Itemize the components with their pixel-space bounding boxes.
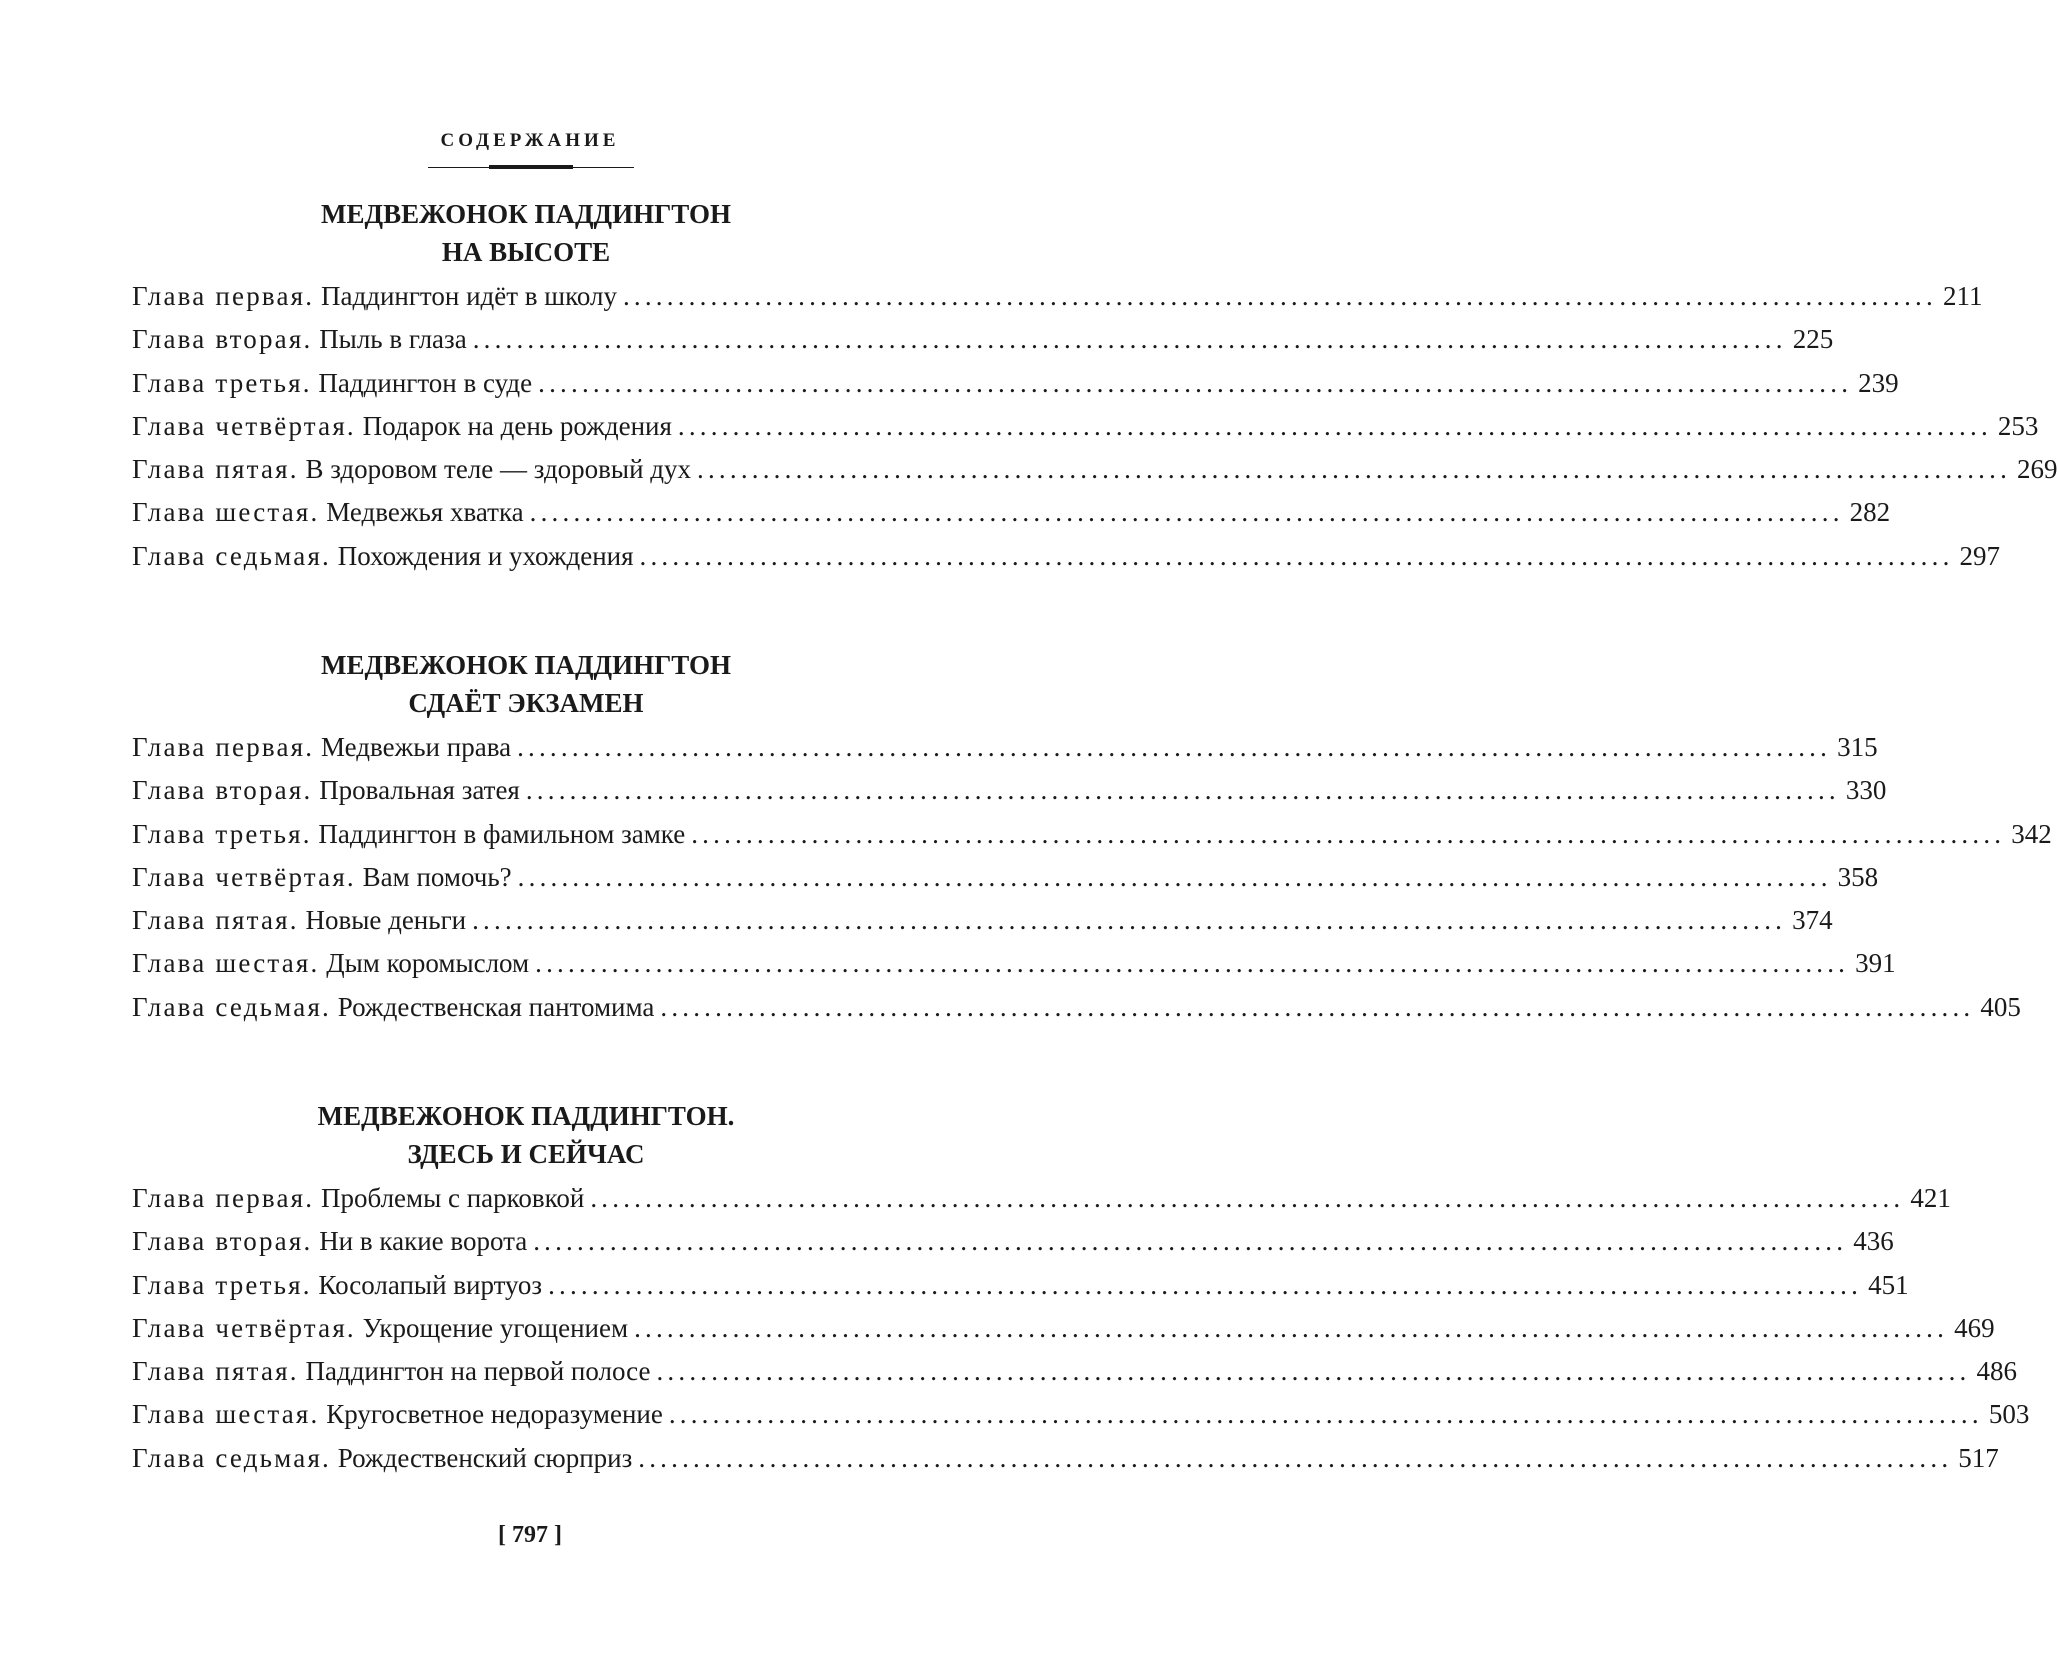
chapter-label: Глава четвёртая. bbox=[132, 410, 356, 441]
chapter-title: Дым коромыслом bbox=[326, 948, 530, 979]
label-title-gap bbox=[331, 1443, 338, 1474]
chapter-title: Паддингтон в суде bbox=[318, 367, 533, 398]
chapter-page-number: 211 bbox=[1942, 281, 1983, 311]
dot-leader: ........................................................................................................................ bbox=[697, 454, 2012, 485]
label-title-gap bbox=[314, 732, 321, 763]
chapter-label: Глава вторая. bbox=[132, 1226, 313, 1257]
chapter-title: Провальная затея bbox=[319, 775, 520, 806]
chapter-page-number: 239 bbox=[1858, 367, 1899, 398]
dot-leader: ........................................................................................................................ bbox=[517, 861, 1832, 892]
chapter-label: Глава седьмая. bbox=[132, 540, 332, 571]
chapter-label: Глава пятая. bbox=[132, 1356, 299, 1387]
chapter-label: Глава первая. bbox=[132, 281, 315, 311]
running-head: СОДЕРЖАНИЕ bbox=[440, 130, 620, 151]
chapter-title: Паддингтон на первой полосе bbox=[305, 1356, 651, 1387]
page-number: [ 797 ] bbox=[498, 1522, 562, 1548]
toc-entry bbox=[132, 818, 2052, 862]
label-title-gap bbox=[312, 368, 319, 399]
label-title-gap bbox=[299, 1356, 306, 1387]
chapter-title: Рождественская пантомима bbox=[337, 991, 655, 1022]
label-title-gap bbox=[356, 1313, 363, 1344]
label-title-gap bbox=[356, 411, 363, 442]
dot-leader: ........................................................................................................................ bbox=[538, 367, 1853, 398]
chapter-page-number: 330 bbox=[1845, 775, 1887, 806]
dot-leader: ........................................................................................................................ bbox=[472, 324, 1787, 355]
label-title-gap bbox=[331, 992, 338, 1023]
toc-entry bbox=[132, 410, 2039, 454]
dot-leader: ........................................................................................................................ bbox=[525, 775, 1840, 806]
label-title-gap bbox=[299, 905, 306, 936]
chapter-page-number: 358 bbox=[1837, 861, 1879, 892]
chapter-title: Медвежья хватка bbox=[326, 497, 524, 528]
chapter-title: Проблемы с парковкой bbox=[321, 1183, 585, 1213]
label-title-gap bbox=[331, 541, 338, 572]
chapter-title: Новые деньги bbox=[305, 905, 467, 936]
book-title-line-1: МЕДВЕЖОНОК ПАДДИНГТОН. bbox=[317, 1101, 735, 1131]
chapter-page-number: 297 bbox=[1959, 540, 2001, 571]
label-title-gap bbox=[319, 1399, 326, 1430]
book-title-line-1: МЕДВЕЖОНОК ПАДДИНГТОН bbox=[321, 199, 731, 229]
toc-entry bbox=[132, 1269, 1909, 1313]
chapter-title: В здоровом теле — здоровый дух bbox=[305, 454, 692, 485]
book-title bbox=[126, 1097, 926, 1173]
chapter-title: Рождественский сюрприз bbox=[337, 1442, 633, 1473]
toc-entry bbox=[132, 454, 2058, 497]
chapter-label: Глава четвёртая. bbox=[132, 861, 356, 892]
chapter-label: Глава вторая. bbox=[132, 775, 313, 806]
dot-leader: ........................................................................................................................ bbox=[590, 1183, 1905, 1213]
toc-entry bbox=[132, 367, 1899, 411]
chapter-page-number: 315 bbox=[1837, 732, 1878, 762]
chapter-label: Глава шестая. bbox=[132, 1399, 320, 1430]
toc-entry bbox=[132, 861, 1879, 905]
chapter-page-number: 486 bbox=[1976, 1356, 2017, 1387]
chapter-title: Паддингтон идёт в школу bbox=[321, 281, 617, 311]
chapter-label: Глава седьмая. bbox=[132, 1442, 332, 1473]
dot-leader: ........................................................................................................................ bbox=[529, 497, 1844, 528]
book-section-3 bbox=[132, 1097, 2030, 1486]
chapter-page-number: 436 bbox=[1853, 1226, 1894, 1257]
chapter-title: Кругосветное недоразумение bbox=[326, 1399, 663, 1430]
chapter-title: Вам помочь? bbox=[362, 861, 512, 892]
toc-entry bbox=[132, 1183, 1951, 1226]
book-title-line-2: НА ВЫСОТЕ bbox=[441, 237, 611, 267]
chapter-page-number: 421 bbox=[1910, 1183, 1951, 1213]
chapter-list bbox=[132, 281, 2058, 584]
chapter-label: Глава третья. bbox=[132, 1269, 312, 1300]
book-title bbox=[126, 646, 926, 722]
dot-leader: ........................................................................................................................ bbox=[660, 991, 1975, 1022]
chapter-label: Глава шестая. bbox=[132, 497, 320, 528]
toc-entry bbox=[132, 1399, 2030, 1442]
toc-entry bbox=[132, 1442, 1999, 1486]
chapter-page-number: 342 bbox=[2011, 818, 2052, 849]
chapter-label: Глава первая. bbox=[132, 732, 315, 762]
chapter-page-number: 391 bbox=[1855, 948, 1896, 979]
chapter-title: Паддингтон в фамильном замке bbox=[318, 818, 686, 849]
label-title-gap bbox=[312, 775, 319, 806]
book-section-2 bbox=[132, 646, 2052, 1035]
chapter-label: Глава четвёртая. bbox=[132, 1312, 356, 1343]
book-title bbox=[126, 195, 926, 271]
book-title-line-2: ЗДЕСЬ И СЕЙЧАС bbox=[407, 1139, 645, 1169]
chapter-page-number: 253 bbox=[1997, 410, 2039, 441]
book-title-line-1: МЕДВЕЖОНОК ПАДДИНГТОН bbox=[321, 650, 731, 680]
chapter-page-number: 503 bbox=[1988, 1399, 2030, 1430]
chapter-title: Пыль в глаза bbox=[319, 324, 467, 355]
label-title-gap bbox=[314, 1183, 321, 1214]
book-section-1 bbox=[132, 195, 2058, 584]
chapter-label: Глава пятая. bbox=[132, 454, 299, 485]
chapter-page-number: 469 bbox=[1954, 1312, 1995, 1343]
chapter-page-number: 517 bbox=[1958, 1442, 1999, 1473]
dot-leader: ........................................................................................................................ bbox=[691, 818, 2006, 849]
toc-entry bbox=[132, 540, 2001, 584]
dot-leader: ........................................................................................................................ bbox=[677, 410, 1992, 441]
chapter-label: Глава первая. bbox=[132, 1183, 315, 1213]
chapter-page-number: 269 bbox=[2017, 454, 2058, 485]
toc-entry bbox=[132, 1226, 1894, 1269]
dot-leader: ........................................................................................................................ bbox=[622, 281, 1937, 311]
dot-leader: ........................................................................................................................ bbox=[472, 905, 1787, 936]
dot-leader: ........................................................................................................................ bbox=[638, 1442, 1953, 1473]
dot-leader: ........................................................................................................................ bbox=[656, 1356, 1971, 1387]
toc-entry bbox=[132, 732, 1878, 775]
chapter-page-number: 451 bbox=[1868, 1269, 1909, 1300]
label-title-gap bbox=[299, 454, 306, 485]
toc-entry bbox=[132, 324, 1834, 367]
chapter-title: Подарок на день рождения bbox=[362, 410, 672, 441]
chapter-label: Глава третья. bbox=[132, 818, 312, 849]
book-title-line-2: СДАЁТ ЭКЗАМЕН bbox=[408, 688, 644, 718]
chapter-label: Глава пятая. bbox=[132, 905, 299, 936]
dot-leader: ........................................................................................................................ bbox=[548, 1269, 1863, 1300]
toc-entry bbox=[132, 281, 1983, 324]
label-title-gap bbox=[319, 497, 326, 528]
chapter-page-number: 405 bbox=[1980, 991, 2021, 1022]
dot-leader: ........................................................................................................................ bbox=[535, 948, 1850, 979]
label-title-gap bbox=[314, 281, 321, 312]
toc-entry bbox=[132, 497, 1891, 540]
toc-entry bbox=[132, 1312, 1995, 1356]
dot-leader: ........................................................................................................................ bbox=[668, 1399, 1983, 1430]
chapter-title: Косолапый виртуоз bbox=[318, 1269, 543, 1300]
toc-entry bbox=[132, 948, 1896, 991]
chapter-title: Укрощение угощением bbox=[362, 1312, 629, 1343]
dot-leader: ........................................................................................................................ bbox=[533, 1226, 1848, 1257]
chapter-label: Глава третья. bbox=[132, 367, 312, 398]
label-title-gap bbox=[312, 324, 319, 355]
dot-leader: ........................................................................................................................ bbox=[639, 540, 1954, 571]
toc-entry bbox=[132, 775, 1887, 818]
label-title-gap bbox=[319, 948, 326, 979]
chapter-title: Медвежьи права bbox=[321, 732, 512, 762]
label-title-gap bbox=[312, 1226, 319, 1257]
dot-leader: ........................................................................................................................ bbox=[517, 732, 1832, 762]
chapter-title: Ни в какие ворота bbox=[319, 1226, 528, 1257]
label-title-gap bbox=[312, 819, 319, 850]
toc-entry bbox=[132, 991, 2021, 1035]
toc-entry bbox=[132, 1356, 2017, 1399]
dot-leader: ........................................................................................................................ bbox=[634, 1312, 1949, 1343]
chapter-title: Похождения и ухождения bbox=[337, 540, 634, 571]
chapter-label: Глава вторая. bbox=[132, 324, 313, 355]
chapter-label: Глава шестая. bbox=[132, 948, 320, 979]
chapter-label: Глава седьмая. bbox=[132, 991, 332, 1022]
chapter-list bbox=[132, 732, 2052, 1035]
toc-entry bbox=[132, 905, 1833, 948]
label-title-gap bbox=[356, 862, 363, 893]
chapter-list bbox=[132, 1183, 2030, 1486]
label-title-gap bbox=[312, 1270, 319, 1301]
chapter-page-number: 374 bbox=[1792, 905, 1833, 936]
chapter-page-number: 282 bbox=[1849, 497, 1891, 528]
running-head-rule-accent bbox=[489, 165, 573, 169]
chapter-page-number: 225 bbox=[1792, 324, 1834, 355]
